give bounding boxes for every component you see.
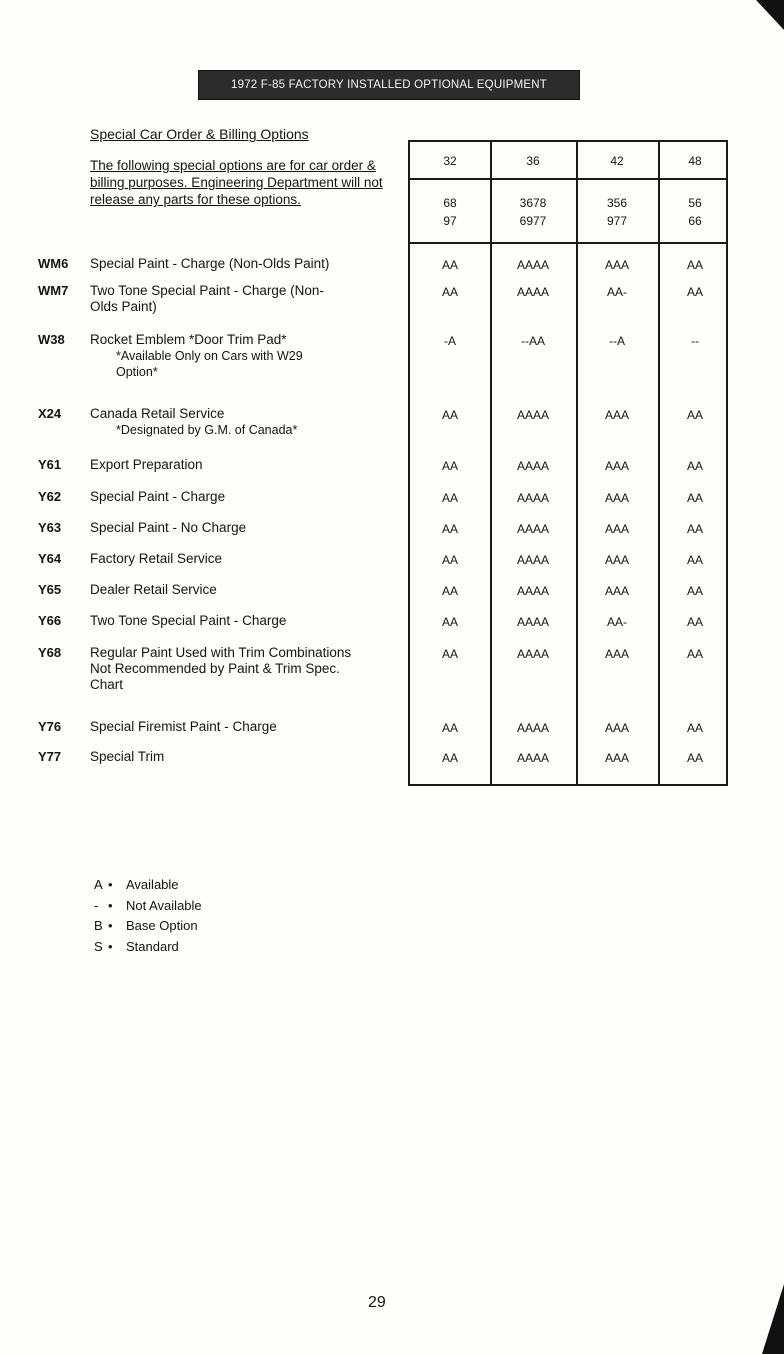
option-description xyxy=(90,551,410,567)
availability-cell: AA xyxy=(441,408,458,422)
column-subheader: 6977 xyxy=(519,214,547,228)
availability-cell: AA xyxy=(441,258,458,272)
legend-label: Base Option xyxy=(126,918,198,933)
availability-table xyxy=(408,140,728,786)
option-description xyxy=(90,520,410,536)
option-description xyxy=(90,457,410,473)
legend-item: B • Base Option xyxy=(94,916,202,937)
option-description-line: Regular Paint Used with Trim Combinations xyxy=(90,645,352,660)
availability-cell: AA xyxy=(686,522,703,536)
column-subheader: 56 xyxy=(688,196,702,210)
option-description-line: Two Tone Special Paint - Charge xyxy=(90,613,287,628)
option-description-line: *Available Only on Cars with W29 xyxy=(116,349,303,363)
availability-cell: -A xyxy=(444,334,456,348)
legend-symbol: S xyxy=(94,938,103,954)
availability-cell: AA xyxy=(686,491,703,505)
availability-cell: AAA xyxy=(604,647,629,661)
availability-cell: AAAA xyxy=(516,721,549,735)
option-description-line: Factory Retail Service xyxy=(90,551,223,566)
legend-symbol: - xyxy=(94,897,99,913)
option-description-line: Olds Paint) xyxy=(90,299,157,314)
availability-cell: AA xyxy=(441,285,458,299)
column-header: 36 xyxy=(526,154,540,168)
table-divider xyxy=(658,142,660,784)
availability-cell: AAA xyxy=(604,491,629,505)
option-description xyxy=(90,749,410,765)
availability-cell: AA xyxy=(686,647,703,661)
availability-cell: AAA xyxy=(604,408,629,422)
availability-cell: AA xyxy=(686,408,703,422)
option-code: Y76 xyxy=(38,719,62,734)
column-subheader: 66 xyxy=(688,214,702,228)
option-description-line: Two Tone Special Paint - Charge (Non- xyxy=(90,283,324,298)
page-number: 29 xyxy=(368,1294,386,1311)
option-code: WM6 xyxy=(38,256,69,271)
option-description-line: Rocket Emblem *Door Trim Pad* xyxy=(90,332,287,347)
availability-cell: AAAA xyxy=(516,491,549,505)
availability-cell: AA xyxy=(686,751,703,765)
availability-cell: AA xyxy=(686,459,703,473)
column-subheader: 977 xyxy=(606,214,628,228)
availability-cell: AA xyxy=(441,721,458,735)
page-corner-shadow-top xyxy=(756,0,784,30)
availability-cell: AAAA xyxy=(516,615,549,629)
option-code: Y63 xyxy=(38,520,62,535)
table-divider xyxy=(410,242,726,244)
option-code: Y68 xyxy=(38,645,62,660)
availability-cell: AA xyxy=(686,553,703,567)
option-code: Y61 xyxy=(38,457,62,472)
availability-cell: AA xyxy=(441,647,458,661)
option-description-line: Chart xyxy=(90,677,124,692)
availability-cell: AA xyxy=(441,751,458,765)
availability-cell: AAAA xyxy=(516,408,549,422)
option-description xyxy=(90,719,410,735)
option-description-line: Special Paint - Charge xyxy=(90,489,226,504)
legend-item: A • Available xyxy=(94,875,202,896)
availability-cell: AA xyxy=(686,584,703,598)
column-header: 42 xyxy=(610,154,624,168)
availability-cell: AAA xyxy=(604,522,629,536)
availability-cell: AAAA xyxy=(516,751,549,765)
availability-cell: AAAA xyxy=(516,258,549,272)
option-description-line: Special Firemist Paint - Charge xyxy=(90,719,277,734)
column-subheader: 356 xyxy=(606,196,628,210)
availability-cell: AA xyxy=(441,491,458,505)
column-subheader: 97 xyxy=(443,214,457,228)
column-header: 32 xyxy=(443,154,457,168)
page-header-banner xyxy=(198,70,580,100)
availability-cell: AA xyxy=(441,522,458,536)
legend xyxy=(94,875,202,957)
legend-symbol: B xyxy=(94,918,103,933)
section-intro: The following special options are for car order & billing purposes. Engineering Department will not release any parts for these options. xyxy=(90,158,383,207)
option-description xyxy=(90,645,410,693)
page-corner-shadow-bottom xyxy=(762,1284,784,1354)
table-divider xyxy=(576,142,578,784)
legend-label: Standard xyxy=(126,938,179,954)
availability-cell: AA xyxy=(441,553,458,567)
option-description xyxy=(90,283,410,315)
availability-cell: AAAA xyxy=(516,584,549,598)
legend-item: - • Not Available xyxy=(94,896,202,917)
option-code: Y77 xyxy=(38,749,62,764)
option-description-line: Dealer Retail Service xyxy=(90,582,217,597)
availability-cell: --AA xyxy=(521,334,545,348)
column-header: 48 xyxy=(688,154,702,168)
table-divider xyxy=(410,178,726,180)
option-code: Y62 xyxy=(38,489,62,504)
option-code: Y65 xyxy=(38,582,62,597)
table-divider xyxy=(490,142,492,784)
availability-cell: AAA xyxy=(604,258,629,272)
availability-cell: AA xyxy=(441,584,458,598)
availability-cell: AA- xyxy=(606,615,627,629)
option-description-line: Canada Retail Service xyxy=(90,406,225,421)
availability-cell: AAA xyxy=(604,751,629,765)
availability-cell: AA xyxy=(441,459,458,473)
option-description-line: Special Trim xyxy=(90,749,165,764)
availability-cell: AA xyxy=(686,258,703,272)
availability-cell: AA xyxy=(686,285,703,299)
availability-cell: AA- xyxy=(606,285,627,299)
section-title: Special Car Order & Billing Options xyxy=(90,126,309,142)
column-subheader: 68 xyxy=(443,196,457,210)
availability-cell: --A xyxy=(609,334,625,348)
legend-item: S • Standard xyxy=(94,937,202,958)
option-description xyxy=(90,613,410,629)
option-description xyxy=(90,256,410,272)
availability-cell: AAAA xyxy=(516,647,549,661)
availability-cell: AA xyxy=(686,615,703,629)
availability-cell: AAA xyxy=(604,721,629,735)
option-description xyxy=(90,332,410,380)
legend-label: Not Available xyxy=(126,897,202,913)
availability-cell: AAAA xyxy=(516,459,549,473)
availability-cell: AAAA xyxy=(516,522,549,536)
option-code: Y66 xyxy=(38,613,62,628)
option-description-line: Special Paint - No Charge xyxy=(90,520,247,535)
availability-cell: -- xyxy=(691,334,699,348)
option-description-line: Not Recommended by Paint & Trim Spec. xyxy=(90,661,340,676)
option-description xyxy=(90,582,410,598)
option-description-line: Special Paint - Charge (Non-Olds Paint) xyxy=(90,256,330,271)
availability-cell: AAA xyxy=(604,459,629,473)
option-code: WM7 xyxy=(38,283,69,298)
availability-cell: AA xyxy=(441,615,458,629)
availability-cell: AAA xyxy=(604,553,629,567)
option-description xyxy=(90,406,410,438)
availability-cell: AA xyxy=(686,721,703,735)
option-code: X24 xyxy=(38,406,62,421)
column-subheader: 3678 xyxy=(519,196,547,210)
option-description-line: Export Preparation xyxy=(90,457,203,472)
page-header-title: 1972 F-85 FACTORY INSTALLED OPTIONAL EQUIPMENT xyxy=(231,79,547,91)
option-code: W38 xyxy=(38,332,65,347)
option-description-line: *Designated by G.M. of Canada* xyxy=(116,423,298,437)
option-description xyxy=(90,489,410,505)
availability-cell: AAAA xyxy=(516,553,549,567)
legend-label: Available xyxy=(126,877,179,892)
availability-cell: AAAA xyxy=(516,285,549,299)
availability-cell: AAA xyxy=(604,584,629,598)
option-code: Y64 xyxy=(38,551,62,566)
option-description-line: Option* xyxy=(116,365,158,379)
legend-symbol: A xyxy=(94,877,103,892)
